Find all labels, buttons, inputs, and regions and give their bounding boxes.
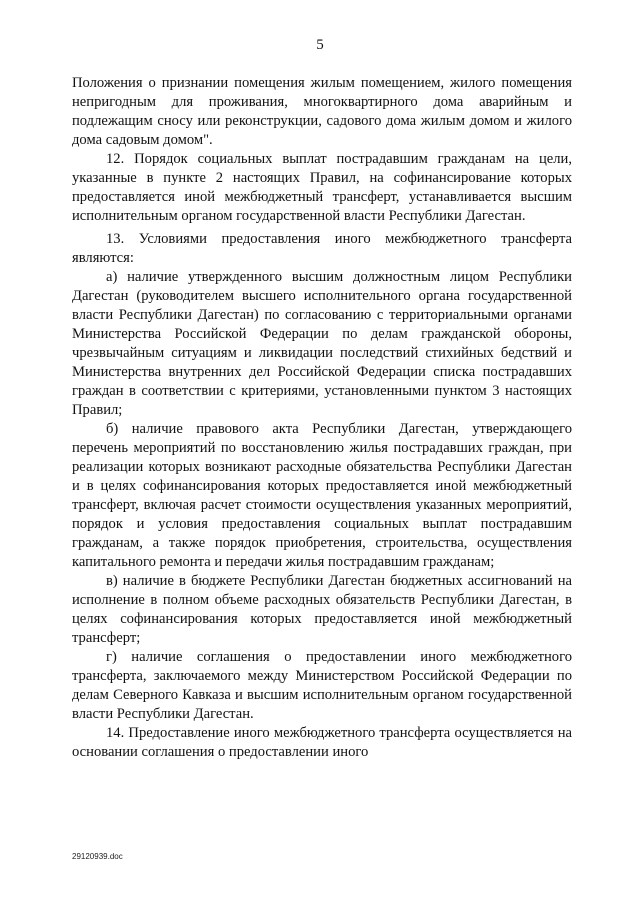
paragraph-subitem-b: б) наличие правового акта Республики Дагестан, утверждающего перечень мероприятий по восстановлению жилья пострадавших граждан, при реализации которых возникают расходные обязательства Республики Дагестан и в целях софинансирования которых предоставляется иной межбюджетный трансферт, включая расчет стоимости осуществления указанных мероприятий, порядок и условия предоставления социальных выплат пострадавшим гражданам, а также порядок приобретения, строительства, осуществления капитального ремонта и передачи жилья пострадавшим гражданам; (72, 421, 572, 570)
page-number: 5 (316, 37, 324, 53)
paragraph-subitem-g: г) наличие соглашения о предоставлении иного межбюджетного трансферта, заключаемого между Министерством Российской Федерации по делам Северного Кавказа и высшим исполнительным органом государственной власти Республики Дагестан. (72, 649, 572, 722)
document-body (72, 74, 572, 762)
paragraph-subitem-a: а) наличие утвержденного высшим должностным лицом Республики Дагестан (руководителем высшего исполнительного органа государственной власти Республики Дагестан) по согласованию с территориальными органами Министерства Российской Федерации по делам гражданской обороны, чрезвычайным ситуациям и ликвидации последствий стихийных бедствий и Министерства внутренних дел Российской Федерации списка пострадавших граждан в соответствии с критериями, установленными пунктом 3 настоящих Правил; (72, 269, 572, 418)
paragraph-continuation: Положения о признании помещения жилым помещением, жилого помещения непригодным для проживания, многоквартирного дома аварийным и подлежащим сносу или реконструкции, садового дома жилым домом и жилого дома садовым домом". (72, 75, 572, 148)
paragraph-item-14: 14. Предоставление иного межбюджетного трансферта осуществляется на основании соглашения о предоставлении иного (72, 725, 572, 760)
footer-file-name: 29120939.doc (72, 852, 123, 861)
paragraph-item-13: 13. Условиями предоставления иного межбюджетного трансферта являются: (72, 231, 572, 266)
paragraph-item-12: 12. Порядок социальных выплат пострадавшим гражданам на цели, указанные в пункте 2 настоящих Правил, на софинансирование которых предоставляется иной межбюджетный трансферт, устанавливается высшим исполнительным органом государственной власти Республики Дагестан. (72, 151, 572, 224)
paragraph-subitem-v: в) наличие в бюджете Республики Дагестан бюджетных ассигнований на исполнение в полном объеме расходных обязательств Республики Дагестан, в целях софинансирования которых предоставляется иной межбюджетный трансферт; (72, 573, 572, 646)
